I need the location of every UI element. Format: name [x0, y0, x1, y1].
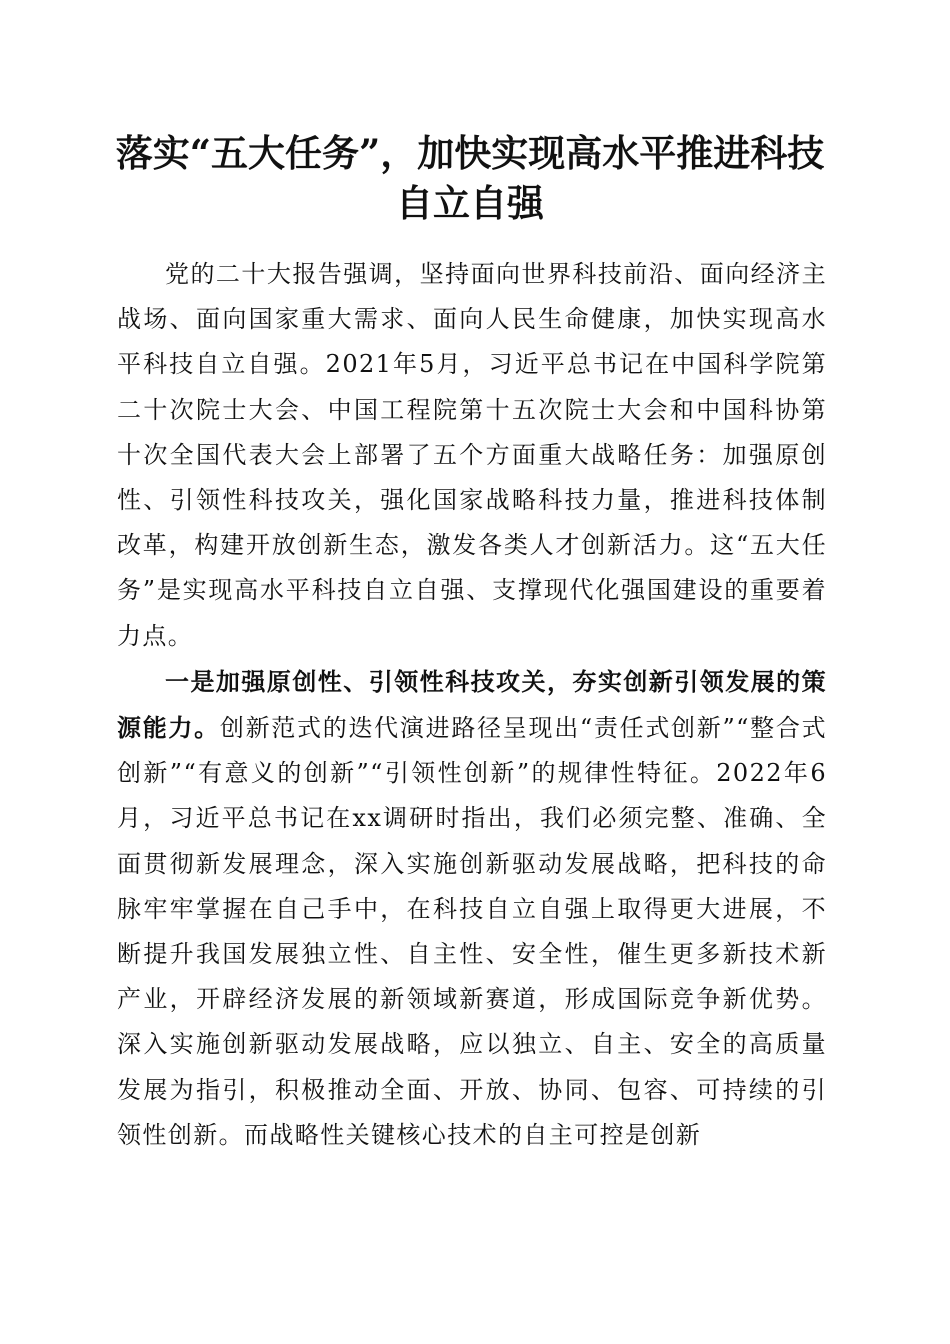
document-title: [110, 128, 830, 228]
paragraph-task-one: [117, 659, 827, 1158]
title-line-1: 落实“五大任务”，加快实现高水平推进科技: [115, 131, 825, 175]
document-body: [117, 252, 827, 1158]
paragraph-task-one-text: 创新范式的迭代演进路径呈现出“责任式创新”“整合式创新”“有意义的创新”“引领性创新”的规律性特征。2022年6月，习近平总书记在xx调研时指出，我们必须完整、准确、全面贯彻新发展理念，深入实施创新驱动发展战略，把科技的命脉牢牢掌握在自己手中，在科技自立自强上取得更大进展，不断提升我国发展独立性、自主性、安全性，催生更多新技术新产业，开辟经济发展的新领域新赛道，形成国际竞争新优势。深入实施创新驱动发展战略，应以独立、自主、安全的高质量发展为指引，积极推动全面、开放、协同、包容、可持续的引领性创新。而战略性关键核心技术的自主可控是创新: [117, 714, 827, 1149]
paragraph-task-one-lead: 一是加强原创性、引领性科技攻关，夯实创新引领发展的策源能力。: [117, 666, 827, 743]
paragraph-intro: [117, 252, 827, 659]
title-line-2: 自立自强: [396, 181, 544, 225]
paragraph-intro-text: 党的二十大报告强调，坚持面向世界科技前沿、面向经济主战场、面向国家重大需求、面向人民生命健康，加快实现高水平科技自立自强。2021年5月，习近平总书记在中国科学院第二十次院士大会、中国工程院第十五次院士大会和中国科协第十次全国代表大会上部署了五个方面重大战略任务：加强原创性、引领性科技攻关，强化国家战略科技力量，推进科技体制改革，构建开放创新生态，激发各类人才创新活力。这“五大任务”是实现高水平科技自立自强、支撑现代化强国建设的重要着力点。: [117, 260, 827, 650]
